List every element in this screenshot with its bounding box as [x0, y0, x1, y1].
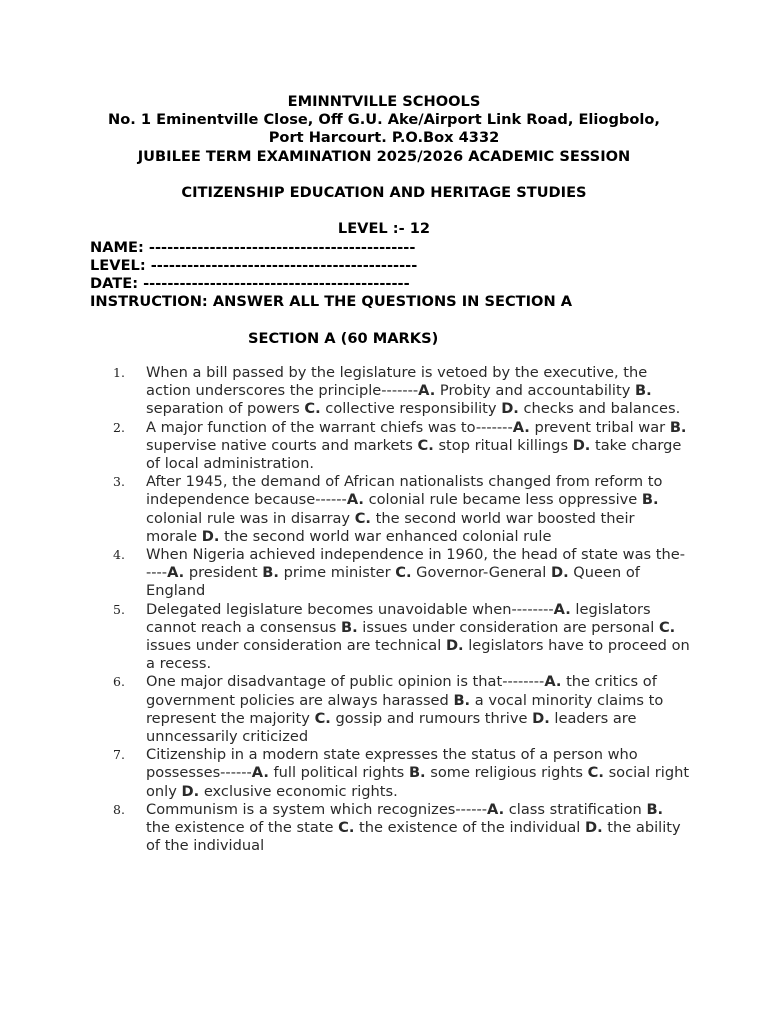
question-number: 6.	[113, 674, 125, 690]
option-text: prime minister	[283, 564, 391, 582]
subject-title: CITIZENSHIP EDUCATION AND HERITAGE STUDIES	[181, 184, 587, 201]
option-letter: D.	[201, 527, 220, 545]
option-letter: B.	[340, 618, 358, 636]
question-text	[146, 801, 690, 856]
question-item	[90, 746, 690, 801]
option-letter: D.	[584, 819, 603, 837]
option-letter: D.	[445, 637, 464, 655]
option-letter: D.	[550, 564, 569, 582]
option-text: issues under consideration are personal	[362, 618, 655, 636]
question-number: 4.	[113, 547, 125, 563]
option-text: take charge of local administration.	[146, 436, 682, 473]
option-text: the ability of the individual	[146, 819, 681, 855]
option-text: the existence of the state	[146, 819, 334, 837]
option-letter: C.	[587, 764, 604, 782]
option-text: full political rights	[273, 764, 405, 782]
level-line: LEVEL: --------------------------------------------	[90, 256, 418, 274]
question-number: 2.	[113, 419, 125, 435]
option-letter: D.	[181, 782, 200, 800]
instruction: INSTRUCTION: ANSWER ALL THE QUESTIONS IN SECTION A	[90, 293, 573, 311]
question-item	[90, 419, 690, 474]
option-text: the existence of the individual	[359, 819, 581, 837]
option-letter: A.	[512, 418, 530, 436]
option-text: social right only	[146, 764, 690, 800]
option-letter: B.	[646, 800, 664, 818]
option-text: Governor-General	[416, 564, 547, 582]
option-text: legislators cannot reach a consensus	[146, 600, 651, 636]
spacer	[90, 202, 678, 220]
option-letter: C.	[338, 819, 355, 837]
option-letter: A.	[251, 764, 269, 782]
question-text	[146, 473, 690, 546]
option-text: separation of powers	[146, 400, 300, 418]
option-text: Queen of England	[146, 564, 640, 600]
option-text: collective responsibility	[325, 400, 497, 418]
option-text: supervise native courts and markets	[146, 436, 413, 454]
option-letter: B.	[453, 691, 471, 709]
question-stem: When Nigeria achieved independence in 1960, the head of state was the-----	[146, 546, 686, 582]
option-letter: B.	[641, 491, 659, 509]
option-letter: A.	[167, 564, 185, 582]
option-letter: A.	[544, 673, 562, 691]
option-text: checks and balances.	[523, 400, 681, 418]
option-text: a vocal minority claims to represent the majority	[146, 691, 664, 727]
option-text: president	[188, 564, 258, 582]
section-title: SECTION A (60 MARKS)	[248, 329, 439, 347]
option-letter: C.	[354, 509, 371, 527]
option-text: exclusive economic rights.	[203, 782, 398, 800]
question-text	[146, 364, 690, 419]
option-letter: A.	[553, 600, 571, 618]
option-letter: D.	[532, 709, 550, 727]
option-text: some religious rights	[430, 764, 584, 782]
question-number: 3.	[113, 474, 125, 490]
option-letter: C.	[417, 436, 434, 454]
name-line: NAME: --------------------------------------------	[90, 238, 416, 256]
address-line-1: No. 1 Eminentville Close, Off G.U. Ake/Airport Link Road, Eliogbolo,	[108, 111, 660, 129]
option-letter: D.	[572, 436, 591, 454]
question-stem: One major disadvantage of public opinion is that--------	[146, 673, 545, 691]
question-text	[146, 419, 690, 474]
question-item	[90, 801, 690, 856]
option-text: Probity and accountability	[439, 382, 631, 400]
question-stem: When a bill passed by the legislature is vetoed by the executive, the action underscores the principle-------	[146, 364, 648, 400]
question-text	[146, 673, 690, 746]
question-item	[90, 364, 690, 419]
question-number: 8.	[113, 801, 125, 817]
question-number: 5.	[113, 601, 125, 617]
question-stem: After 1945, the demand of African nationalists changed from reform to independence because------	[146, 473, 663, 509]
question-item	[90, 473, 690, 546]
option-letter: B.	[262, 564, 279, 582]
option-text: colonial rule became less oppressive	[368, 491, 638, 509]
question-stem: Citizenship in a modern state expresses the status of a person who possesses------	[146, 746, 638, 782]
option-letter: C.	[658, 618, 676, 636]
exam-header	[90, 93, 678, 348]
question-item	[90, 601, 690, 674]
option-text: prevent tribal war	[534, 418, 666, 436]
option-text: the second world war boosted their morale	[146, 509, 635, 545]
spacer	[90, 166, 678, 184]
option-letter: C.	[314, 709, 331, 727]
question-stem: Delegated legislature becomes unavoidable when--------	[146, 600, 554, 618]
option-text: the second world war enhanced colonial rule	[224, 527, 552, 545]
option-text: class stratification	[508, 800, 642, 818]
option-letter: D.	[501, 400, 519, 418]
option-text: legislators have to proceed on a recess.	[146, 637, 690, 673]
question-stem: A major function of the warrant chiefs was to-------	[146, 418, 513, 436]
question-list	[90, 364, 690, 855]
question-text	[146, 601, 690, 674]
question-text	[146, 546, 690, 601]
option-letter: B.	[408, 764, 426, 782]
level-title: LEVEL :- 12	[337, 220, 431, 238]
question-text	[146, 746, 690, 801]
option-text: leaders are unncessarily criticized	[146, 709, 637, 746]
option-letter: A.	[418, 382, 436, 400]
exam-title: JUBILEE TERM EXAMINATION 2025/2026 ACADEMIC SESSION	[137, 147, 631, 165]
option-letter: C.	[395, 564, 412, 582]
question-stem: Communism is a system which recognizes------	[146, 800, 488, 818]
option-letter: A.	[346, 491, 364, 509]
option-letter: B.	[634, 382, 652, 400]
option-text: gossip and rumours thrive	[335, 709, 528, 727]
question-item	[90, 546, 690, 601]
option-text: stop ritual killings	[438, 436, 569, 454]
option-letter: C.	[304, 400, 321, 418]
option-text: the critics of government policies are always harassed	[146, 673, 657, 709]
spacer	[90, 311, 678, 329]
option-text: issues under consideration are technical	[146, 637, 442, 655]
date-line: DATE: --------------------------------------------	[90, 275, 410, 292]
address-line-2: Port Harcourt. P.O.Box 4332	[268, 129, 500, 147]
school-name: EMINNTVILLE SCHOOLS	[287, 93, 481, 110]
option-letter: B.	[669, 418, 687, 436]
option-letter: A.	[487, 800, 505, 818]
question-item	[90, 673, 690, 746]
question-number: 7.	[113, 747, 125, 763]
option-text: colonial rule was in disarray	[146, 509, 351, 527]
question-number: 1.	[113, 365, 125, 380]
